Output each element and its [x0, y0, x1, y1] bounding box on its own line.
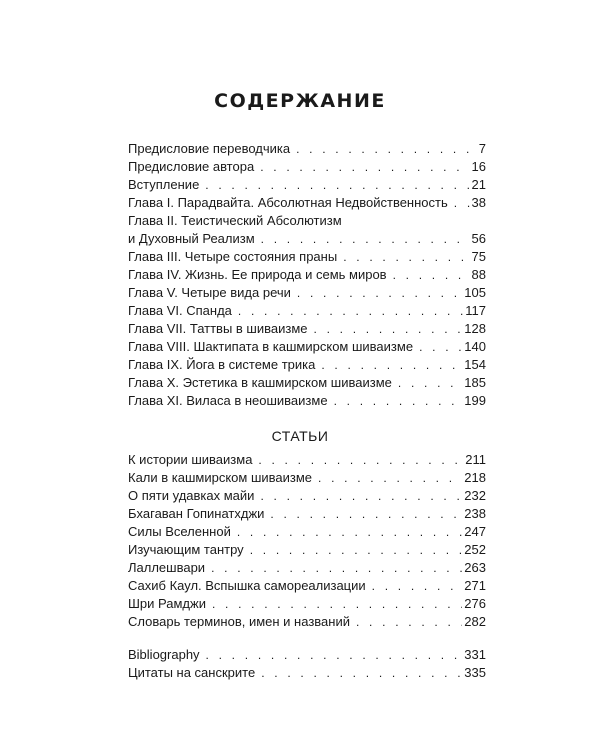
toc-entry-label: Кали в кашмирском шиваизме [128, 470, 313, 485]
toc-entry-page: 218 [464, 470, 486, 485]
toc-entry-page: 7 [478, 141, 486, 156]
toc-entry-label: Предисловие переводчика [128, 141, 291, 156]
toc-entry-label: Словарь терминов, имен и названий [128, 614, 350, 629]
dot-leader [260, 487, 462, 505]
toc-entry [128, 374, 486, 392]
toc-entry-label: Цитаты на санскрите [128, 665, 256, 680]
toc-entry [128, 487, 486, 505]
toc-entry-page: 263 [464, 560, 486, 575]
toc-entry-page: 117 [465, 303, 486, 318]
toc-entry-label: Глава V. Четыре вида речи [128, 285, 291, 300]
toc-entry-label: Глава III. Четыре состояния праны [128, 249, 338, 264]
toc-entry [128, 356, 486, 374]
toc-entry-label: Изучающим тантру [128, 542, 244, 557]
toc-entry-page: 88 [471, 267, 486, 282]
toc-entry-label: Глава IX. Йога в системе трика [128, 357, 316, 372]
toc-main-list [128, 140, 486, 410]
toc-entry-label: Глава VI. Спанда [128, 303, 232, 318]
toc-entry-label: Глава XI. Виласа в неошиваизме [128, 393, 328, 408]
toc-entry-label: Вступление [128, 177, 200, 192]
toc-entry [128, 320, 486, 338]
toc-entry-page: 247 [464, 524, 486, 539]
toc-entry-label: Bibliography [128, 647, 200, 662]
dot-leader [250, 541, 463, 559]
toc-entry-label: К истории шиваизма [128, 452, 253, 467]
toc-entry-label: Глава X. Эстетика в кашмирском шиваизме [128, 375, 392, 390]
dot-leader [206, 646, 463, 664]
toc-entry-page: 232 [464, 488, 486, 503]
dot-leader [297, 284, 462, 302]
dot-leader [237, 523, 462, 541]
toc-entry [128, 451, 486, 469]
toc-entry-page: 199 [464, 393, 486, 408]
toc-entry-page: 282 [464, 614, 486, 629]
toc-entry-page: 38 [471, 195, 486, 210]
toc-entry-page: 128 [464, 321, 486, 336]
toc-entry-page: 16 [471, 159, 486, 174]
toc-entry-page: 140 [464, 339, 486, 354]
dot-leader [238, 302, 463, 320]
toc-entry-page: 154 [464, 357, 486, 372]
toc-entry [128, 541, 486, 559]
dot-leader [321, 356, 462, 374]
toc-entry-label: О пяти удавках майи [128, 488, 255, 503]
toc-entry [128, 646, 486, 664]
toc-entry-label: Глава VIII. Шактипата в кашмирском шиваизме [128, 339, 414, 354]
toc-entry-label: Глава VII. Таттвы в шиваизме [128, 321, 308, 336]
toc-entry-page: 105 [464, 285, 486, 300]
dot-leader [419, 338, 462, 356]
toc-appendix-list [128, 646, 486, 682]
dot-leader [318, 469, 462, 487]
toc-entry [128, 595, 486, 613]
toc-entry [128, 664, 486, 682]
toc-entry [128, 392, 486, 410]
dot-leader [454, 194, 470, 212]
toc-entry-label: Бхагаван Гопинатхджи [128, 506, 265, 521]
toc-entry [128, 176, 486, 194]
toc-entry [128, 559, 486, 577]
toc-entry-page: 331 [464, 647, 486, 662]
toc-entry [128, 140, 486, 158]
dot-leader [343, 248, 469, 266]
dot-leader [205, 176, 469, 194]
toc-entry [128, 505, 486, 523]
toc-entry-label: Сахиб Каул. Вспышка самореализации [128, 578, 366, 593]
toc-entry-label: и Духовный Реализм [128, 231, 255, 246]
dot-leader [356, 613, 462, 631]
toc-entry [128, 158, 486, 176]
toc-entry [128, 266, 486, 284]
toc-entry-label: Глава I. Парадвайта. Абсолютная Недвойственность [128, 195, 448, 210]
dot-leader [270, 505, 462, 523]
toc-entry-page: 75 [471, 249, 486, 264]
toc-entry-page: 271 [464, 578, 486, 593]
dot-leader [261, 230, 470, 248]
toc-entry [128, 469, 486, 487]
toc-entry [128, 523, 486, 541]
dot-leader [334, 392, 463, 410]
dot-leader [261, 664, 462, 682]
toc-entry [128, 338, 486, 356]
toc-entry-page: 252 [464, 542, 486, 557]
toc-entry [128, 577, 486, 595]
toc-entry-page: 276 [464, 596, 486, 611]
dot-leader [372, 577, 463, 595]
toc-entry-page: 56 [471, 231, 486, 246]
toc-entry-label: Силы Вселенной [128, 524, 231, 539]
toc-entry-first-line: Глава II. Теистический Абсолютизм [128, 213, 342, 228]
toc-entry [128, 230, 486, 248]
toc-entry-page: 21 [471, 177, 486, 192]
toc-entry-page: 185 [464, 375, 486, 390]
dot-leader [212, 595, 462, 613]
dot-leader [260, 158, 469, 176]
toc-entry-label: Предисловие автора [128, 159, 255, 174]
dot-leader [314, 320, 463, 338]
dot-leader [258, 451, 463, 469]
articles-heading: СТАТЬИ [271, 428, 329, 444]
dot-leader [393, 266, 470, 284]
toc-entry-page: 211 [465, 452, 486, 467]
toc-entry-label: Глава IV. Жизнь. Ее природа и семь миров [128, 267, 387, 282]
toc-entry [128, 194, 486, 212]
toc-entry [128, 302, 486, 320]
toc-entry [128, 284, 486, 302]
toc-entry [128, 613, 486, 631]
dot-leader [398, 374, 462, 392]
dot-leader [211, 559, 462, 577]
page-title: СОДЕРЖАНИЕ [214, 90, 386, 112]
toc-entry-page: 238 [464, 506, 486, 521]
toc-entry-label: Лаллешвари [128, 560, 206, 575]
toc-entry [128, 248, 486, 266]
toc-entry-label: Шри Рамджи [128, 596, 206, 611]
dot-leader [296, 140, 472, 158]
toc-entry-page: 335 [464, 665, 486, 680]
toc-articles-list [128, 451, 486, 631]
